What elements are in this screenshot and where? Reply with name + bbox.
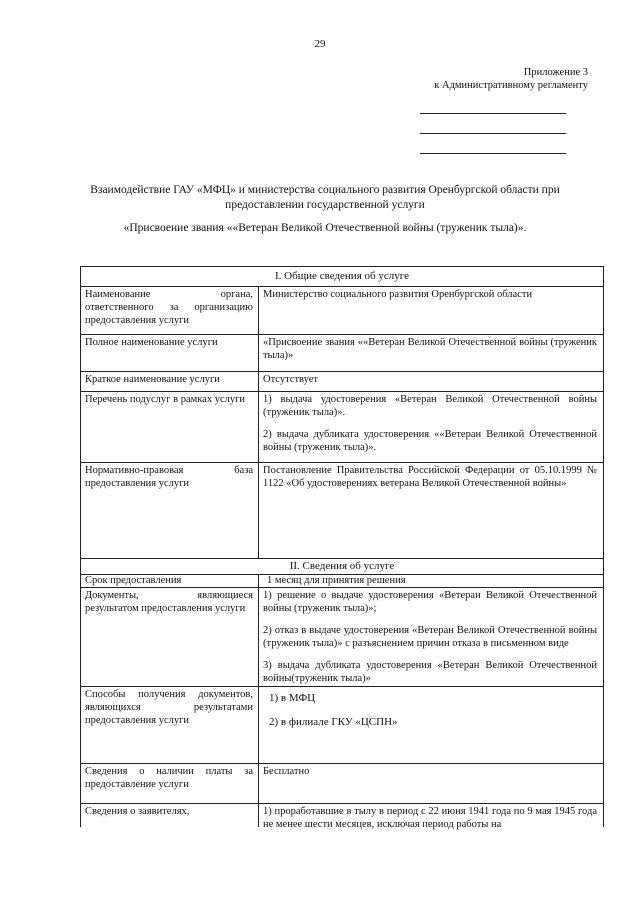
annex-number: Приложение 3 xyxy=(523,67,588,78)
row-value: 1 месяц для принятия решения xyxy=(267,575,406,586)
row-label: Полное наименование услуги xyxy=(85,337,218,348)
row-label: Перечень подуслуг в рамках услуги xyxy=(85,394,246,405)
row-value: 1) проработавшие в тылу в период с 22 июня 1941 года по 9 мая 1945 года не менее шести месяцев, исключая период работы на xyxy=(263,806,597,830)
row-value-list xyxy=(269,692,597,729)
annex-reference: к Административному регламенту xyxy=(434,80,588,91)
row-value-list xyxy=(263,589,597,685)
row-value: Министерство социального развития Оренбургской области xyxy=(263,289,533,300)
row-label: Нормативно-правовая база предоставления услуги xyxy=(85,465,253,489)
blank-line xyxy=(420,153,566,154)
table-row xyxy=(81,587,603,687)
row-label: Способы получения документов, являющихся результатами предоставления услуги xyxy=(85,689,253,726)
table-row xyxy=(81,763,603,804)
list-item: 3) выдача дубликата удостоверения «Ветеран Великой Отечественной войны(труженик тыла)» xyxy=(263,660,597,684)
document-title: Взаимодействие ГАУ «МФЦ» и министерства социального развития Оренбургской области при предоставлении государственной услуги xyxy=(90,184,560,211)
annex-header xyxy=(434,66,588,92)
table-row xyxy=(81,462,603,559)
list-item: 2) в филиале ГКУ «ЦСПН» xyxy=(269,716,398,728)
service-table xyxy=(80,266,604,830)
table-row xyxy=(81,286,603,335)
section-2-heading: II. Сведения об услуге xyxy=(81,558,603,575)
row-value: Отсутствует xyxy=(263,374,318,385)
document-subtitle: «Присвоение звания ««Ветеран Великой Отечественной войны (труженик тыла)». xyxy=(123,222,527,234)
row-label: Сведения о заявителях, xyxy=(85,806,190,817)
table-row xyxy=(81,334,603,372)
table-row xyxy=(81,574,603,588)
row-value-list xyxy=(263,393,597,454)
row-label: Наименование органа, ответственного за организацию предоставления услуги xyxy=(85,289,253,326)
row-label: Краткое наименование услуги xyxy=(85,374,220,385)
row-value: Бесплатно xyxy=(263,766,310,777)
row-value: Постановление Правительства Российской Федерации от 05.10.1999 № 1122 «Об удостоверениях ветерана Великой Отечественной войны» xyxy=(263,465,597,489)
table-row xyxy=(81,686,603,764)
table-row xyxy=(81,371,603,392)
blank-line xyxy=(420,133,566,134)
section-1-heading: I. Общие сведения об услуге xyxy=(81,267,603,287)
row-label: Документы, являющиеся результатом предоставления услуги xyxy=(85,590,253,614)
list-item: 2) выдача дубликата удостоверения ««Ветеран Великой Отечественной войны (труженик тыла)». xyxy=(263,429,597,453)
page-number: 29 xyxy=(314,38,326,50)
row-label: Срок предоставления xyxy=(85,575,182,586)
table-row xyxy=(81,391,603,463)
blank-line xyxy=(420,113,566,114)
table-row xyxy=(81,803,603,830)
list-item: 1) в МФЦ xyxy=(269,692,316,704)
list-item: 1) решение о выдаче удостоверения «Ветеран Великой Отечественной войны (труженик тыла)»; xyxy=(263,590,597,614)
row-value: «Присвоение звания ««Ветеран Великой Отечественной войны (труженик тыла)» xyxy=(263,337,597,361)
list-item: 2) отказ в выдаче удостоверения «Ветеран Великой Отечественной войны (труженик тыла)» с разъяснением причин отказа в письменном виде xyxy=(263,625,597,649)
list-item: 1) выдача удостоверения «Ветеран Великой Отечественной войны (труженик тыла)». xyxy=(263,394,597,418)
row-label: Сведения о наличии платы за предоставление услуги xyxy=(85,766,253,790)
